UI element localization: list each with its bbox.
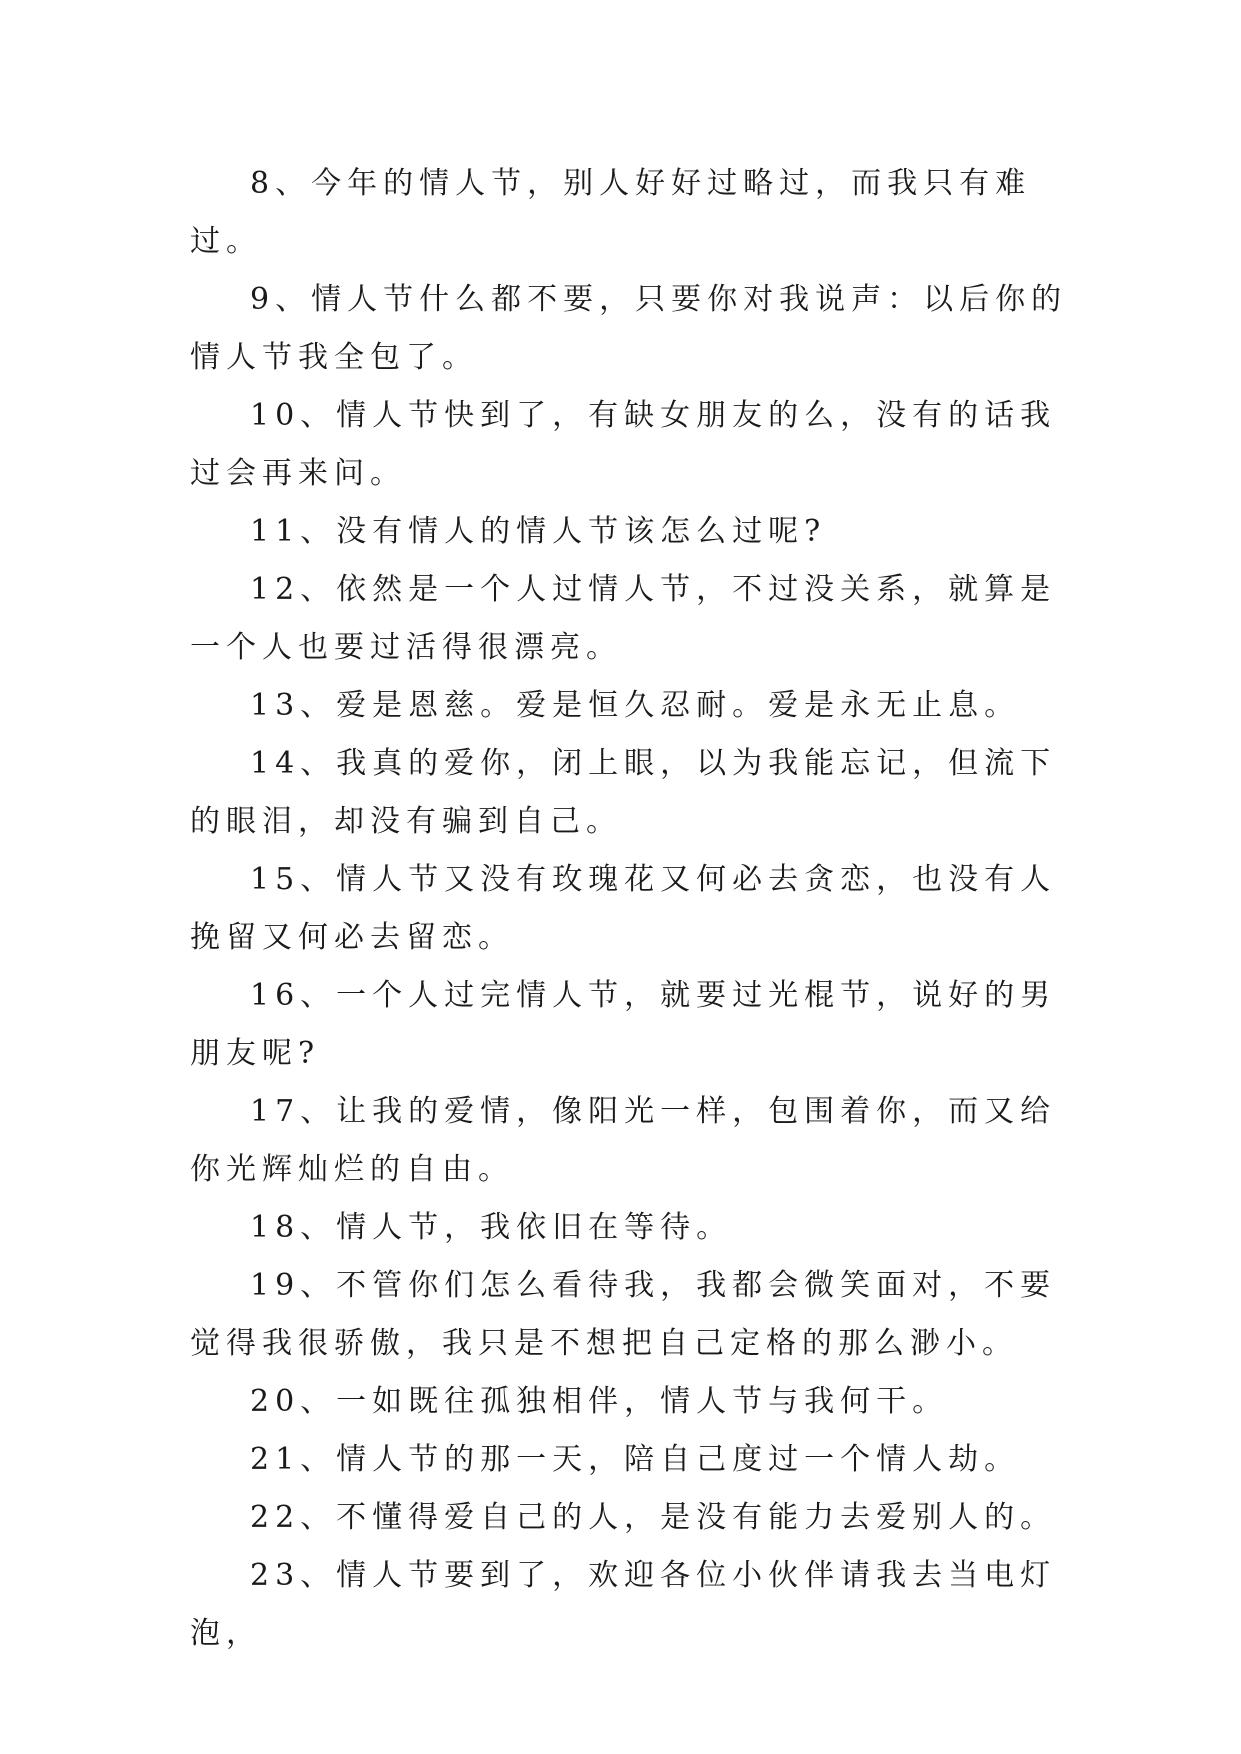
paragraph-17: 17、让我的爱情，像阳光一样，包围着你，而又给你光辉灿烂的自由。 — [190, 1094, 1057, 1187]
paragraph-12: 12、依然是一个人过情人节，不过没关系，就算是一个人也要过活得很漂亮。 — [190, 572, 1057, 665]
paragraph-9: 9、情人节什么都不要，只要你对我说声：以后你的情人节我全包了。 — [190, 282, 1068, 375]
paragraph-11: 11、没有情人的情人节该怎么过呢? — [250, 514, 827, 549]
paragraph-19: 19、不管你们怎么看待我，我都会微笑面对，不要觉得我很骄傲，我只是不想把自己定格的那么渺小。 — [190, 1268, 1057, 1361]
paragraph-21: 21、情人节的那一天，陪自己度过一个情人劫。 — [250, 1442, 1021, 1477]
paragraph-10: 10、情人节快到了，有缺女朋友的么，没有的话我过会再来问。 — [190, 398, 1057, 491]
paragraph-14: 14、我真的爱你，闭上眼，以为我能忘记，但流下的眼泪，却没有骗到自己。 — [190, 746, 1057, 839]
document-body — [190, 155, 1070, 1663]
paragraph-15: 15、情人节又没有玫瑰花又何必去贪恋，也没有人挽留又何必去留恋。 — [190, 862, 1057, 955]
paragraph-8: 8、今年的情人节，别人好好过略过，而我只有难过。 — [190, 166, 1032, 259]
paragraph-22: 22、不懂得爱自己的人，是没有能力去爱别人的。 — [250, 1500, 1057, 1535]
paragraph-20: 20、一如既往孤独相伴，情人节与我何干。 — [250, 1384, 949, 1419]
paragraph-13: 13、爱是恩慈。爱是恒久忍耐。爱是永无止息。 — [250, 688, 1021, 723]
paragraph-16: 16、一个人过完情人节，就要过光棍节，说好的男朋友呢? — [190, 978, 1057, 1071]
paragraph-18: 18、情人节，我依旧在等待。 — [250, 1210, 733, 1245]
paragraph-23: 23、情人节要到了，欢迎各位小伙伴请我去当电灯泡， — [190, 1558, 1057, 1651]
